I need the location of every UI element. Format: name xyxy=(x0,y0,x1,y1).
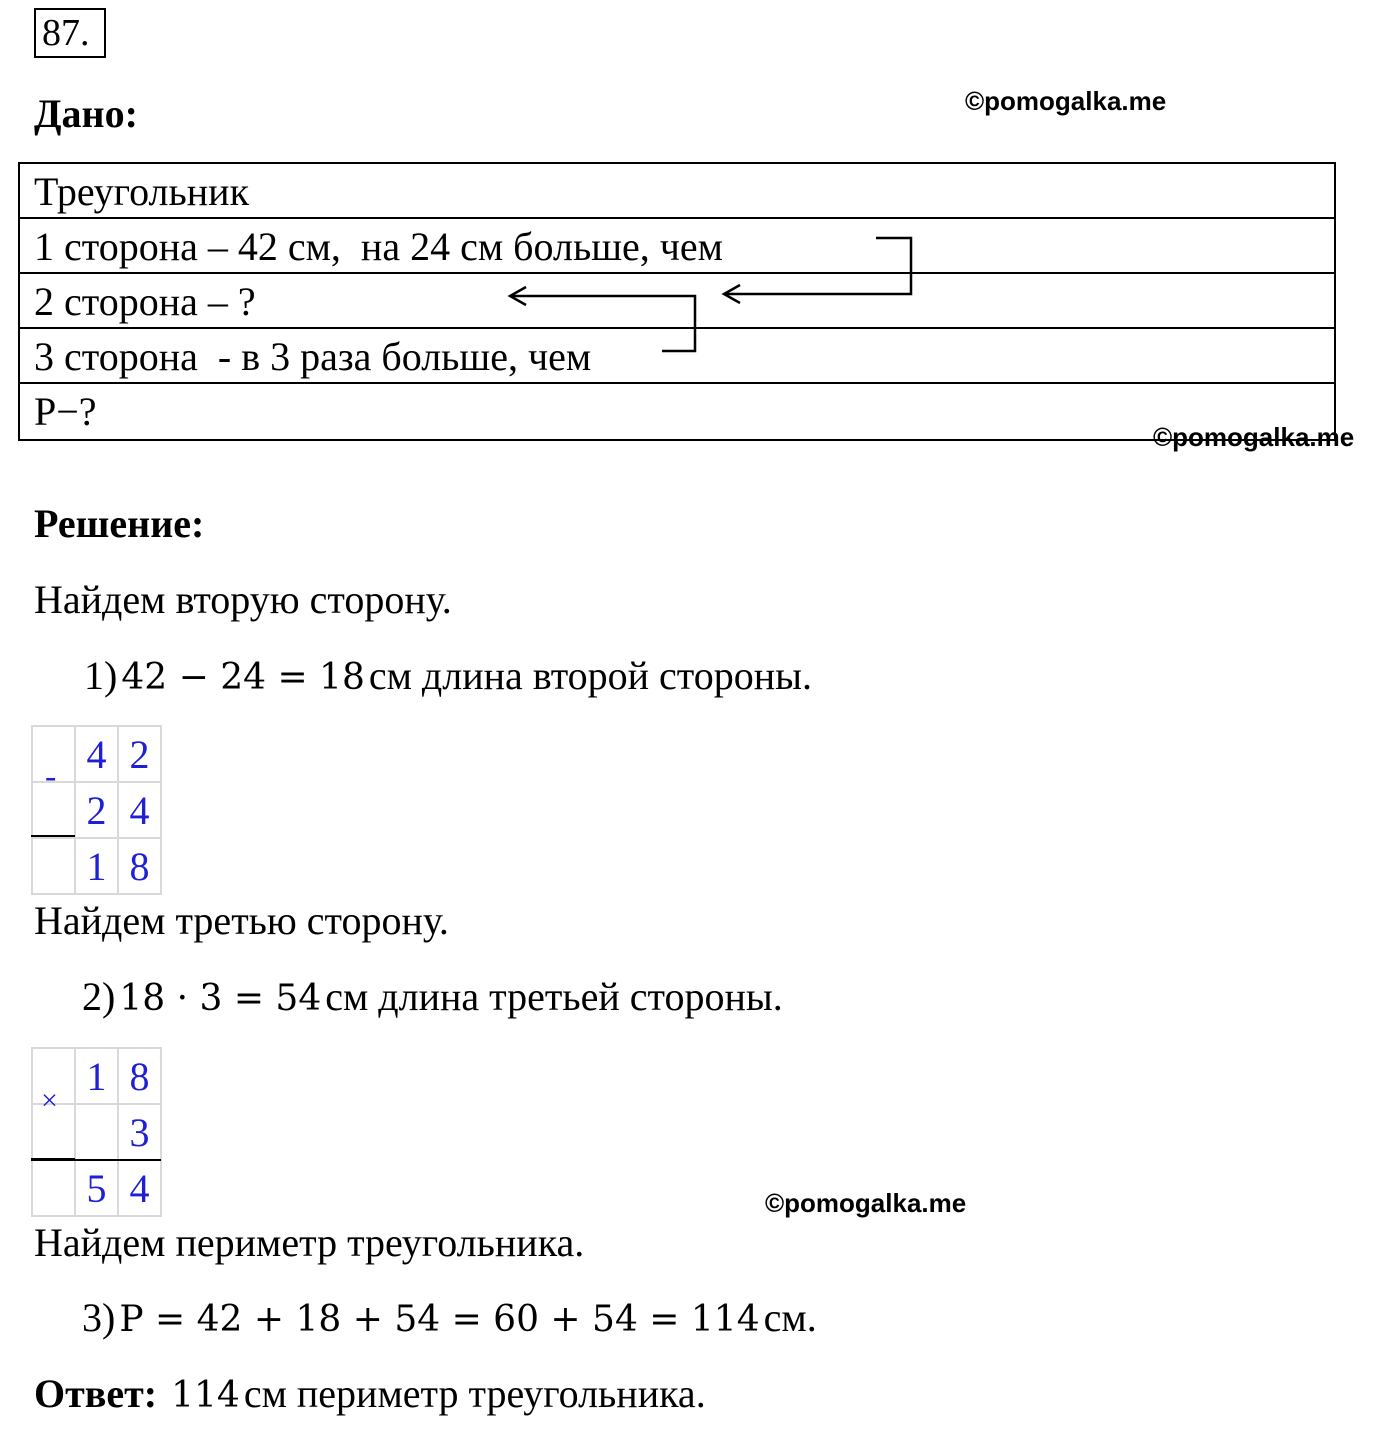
step2-expression: 18 · 3 = 54 xyxy=(119,978,322,1019)
grid-digit: 5 xyxy=(75,1160,118,1216)
grid-digit: 4 xyxy=(118,782,161,838)
step1-text: см длина второй стороны. xyxy=(368,653,813,698)
grid-digit: 8 xyxy=(118,838,161,894)
grid-digit: 4 xyxy=(118,1160,161,1216)
grid-digit: 1 xyxy=(75,1048,118,1104)
step2-label: 2) xyxy=(82,974,116,1019)
grid-digit: 1 xyxy=(75,838,118,894)
grid-cell xyxy=(32,1160,75,1216)
step1-label: 1) xyxy=(84,653,118,698)
watermark: ©pomogalka.me xyxy=(765,1188,967,1218)
answer-label: Ответ: xyxy=(34,1371,158,1416)
step2-intro: Найдем третью сторону. xyxy=(34,898,449,943)
given-row: Треугольник xyxy=(20,164,1334,219)
step1-intro: Найдем вторую сторону. xyxy=(34,577,452,622)
multiplication-grid xyxy=(31,1047,162,1217)
answer-value: 114 xyxy=(171,1375,240,1416)
step3-expression: P = 42 + 18 + 54 = 60 + 54 = 114 xyxy=(119,1299,760,1340)
watermark: ©pomogalka.me xyxy=(965,86,1167,116)
step2-text: см длина третьей стороны. xyxy=(325,974,783,1019)
given-row: 3 сторона - в 3 раза больше, чем xyxy=(20,329,1334,384)
subtraction-rule xyxy=(31,835,75,837)
grid-digit xyxy=(75,1104,118,1160)
given-row: 1 сторона – 42 см, на 24 см больше, чем xyxy=(20,219,1334,274)
arrow-side1-to-side2 xyxy=(724,238,911,294)
grid-digit: 2 xyxy=(118,726,161,782)
grid-cell xyxy=(32,838,75,894)
answer-text: см периметр треугольника. xyxy=(243,1371,706,1416)
times-operator: × xyxy=(41,1084,58,1117)
given-row: 2 сторона – ? xyxy=(20,274,1334,329)
step3-line xyxy=(82,1294,817,1341)
multiplication-rule xyxy=(75,1159,161,1161)
answer-line xyxy=(34,1370,706,1417)
arrow-side3-to-side2 xyxy=(510,296,695,351)
given-row: P−? xyxy=(34,389,97,434)
step3-text: см. xyxy=(763,1295,817,1340)
step1-line xyxy=(84,652,812,699)
step1-expression: 42 − 24 = 18 xyxy=(121,657,365,698)
step3-label: 3) xyxy=(82,1295,116,1340)
grid-digit: 4 xyxy=(75,726,118,782)
grid-digit: 2 xyxy=(75,782,118,838)
minus-operator: - xyxy=(45,758,57,795)
task-number: 87. xyxy=(34,8,106,58)
relation-arrows xyxy=(0,0,1400,460)
given-heading: Дано: xyxy=(34,91,138,136)
watermark: ©pomogalka.me xyxy=(1153,422,1355,452)
step2-line xyxy=(82,973,783,1020)
grid-digit: 3 xyxy=(118,1104,161,1160)
multiplication-rule xyxy=(31,1158,75,1161)
step3-intro: Найдем периметр треугольника. xyxy=(34,1220,585,1265)
grid-digit: 8 xyxy=(118,1048,161,1104)
subtraction-grid xyxy=(31,725,162,895)
solution-heading: Решение: xyxy=(34,501,205,546)
